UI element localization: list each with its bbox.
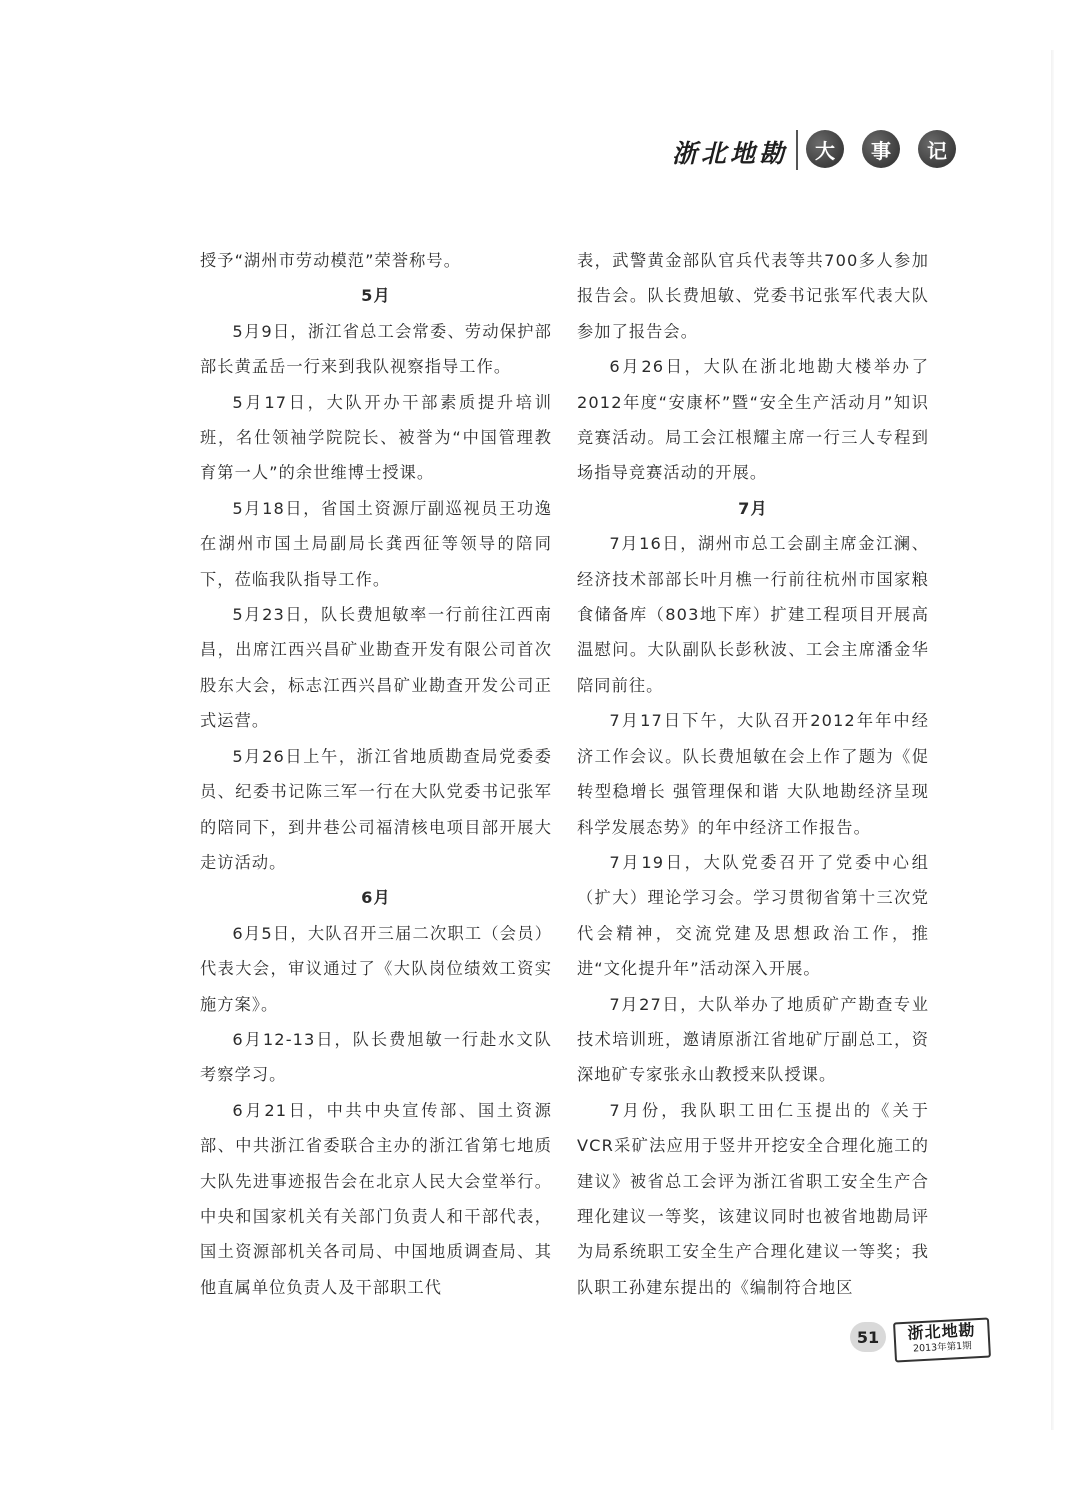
paragraph: 表，武警黄金部队官兵代表等共700多人参加报告会。队长费旭敏、党委书记张军代表大队参加了报告会。	[577, 251, 929, 341]
paragraph: 5月23日，队长费旭敏率一行前往江西南昌，出席江西兴昌矿业勘查开发有限公司首次股东大会，标志江西兴昌矿业勘查开发公司正式运营。	[200, 605, 552, 731]
paragraph: 6月21日，中共中央宣传部、国土资源部、中共浙江省委联合主办的浙江省第七地质大队先进事迹报告会在北京人民大会堂举行。中央和国家机关有关部门负责人和干部代表，国土资源部机关各司局、中国地质调查局、其他直属单位负责人及干部职工代	[200, 1100, 552, 1297]
left-column	[200, 243, 552, 1305]
month-heading: 5月	[361, 286, 391, 306]
seal-char: 大	[806, 130, 844, 168]
seal-char: 事	[862, 130, 900, 168]
page-footer	[850, 1322, 1000, 1362]
brand-title: 浙北地勘	[672, 139, 789, 168]
page-edge-shadow	[1051, 50, 1054, 1430]
paragraph: 7月16日，湖州市总工会副主席金江澜、经济技术部部长叶月樵一行前往杭州市国家粮食储备库（803地下库）扩建工程项目开展高温慰问。大队副队长彭秋波、工会主席潘金华陪同前往。	[577, 534, 929, 695]
seal-char: 记	[918, 130, 956, 168]
page-header	[660, 120, 960, 180]
page-number: 51	[850, 1322, 886, 1352]
paragraph: 7月19日，大队党委召开了党委中心组（扩大）理论学习会。学习贯彻省第十三次党代会精神，交流党建及思想政治工作，推进“文化提升年”活动深入开展。	[577, 852, 929, 979]
paragraph: 7月份，我队职工田仁玉提出的《关于VCR采矿法应用于竖井开挖安全合理化施工的建议》被省总工会评为浙江省职工安全生产合理化建议一等奖，该建议同时也被省地勘局评为局系统职工安全生产合理化建议一等奖；我队职工孙建东提出的《编制符合地区	[577, 1100, 929, 1297]
header-divider	[796, 130, 798, 170]
magazine-badge	[893, 1318, 991, 1363]
month-heading: 6月	[361, 888, 391, 908]
paragraph: 5月17日，大队开办干部素质提升培训班，名仕领袖学院院长、被誉为“中国管理教育第一人”的余世维博士授课。	[200, 392, 552, 483]
paragraph: 5月18日，省国土资源厅副巡视员王功逸在湖州市国土局副局长龚西征等领导的陪同下，莅临我队指导工作。	[200, 498, 552, 589]
paragraph: 7月17日下午，大队召开2012年年中经济工作会议。队长费旭敏在会上作了题为《促转型稳增长 强管理保和谐 大队地勘经济呈现科学发展态势》的年中经济工作报告。	[577, 711, 929, 837]
paragraph: 6月5日，大队召开三届二次职工（会员）代表大会，审议通过了《大队岗位绩效工资实施方案》。	[200, 923, 552, 1014]
paragraph: 7月27日，大队举办了地质矿产勘查专业技术培训班，邀请原浙江省地矿厅副总工，资深地矿专家张永山教授来队授课。	[577, 994, 929, 1085]
month-heading: 7月	[738, 498, 768, 518]
magazine-title: 浙北地勘	[907, 1320, 977, 1343]
section-seal-row	[806, 130, 956, 168]
paragraph: 5月26日上午，浙江省地质勘查局党委委员、纪委书记陈三军一行在大队党委书记张军的陪同下，到井巷公司福清核电项目部开展大走访活动。	[200, 746, 552, 872]
paragraph: 6月26日，大队在浙北地勘大楼举办了2012年度“安康杯”暨“安全生产活动月”知识竞赛活动。局工会江根耀主席一行三人专程到场指导竞赛活动的开展。	[577, 357, 929, 483]
paragraph: 授予“湖州市劳动模范”荣誉称号。	[200, 251, 461, 270]
paragraph: 5月9日，浙江省总工会常委、劳动保护部部长黄孟岳一行来到我队视察指导工作。	[200, 321, 552, 377]
paragraph: 6月12-13日，队长费旭敏一行赴水文队考察学习。	[200, 1029, 552, 1085]
right-column	[577, 243, 929, 1305]
magazine-issue: 2013年第1期	[912, 1340, 972, 1355]
